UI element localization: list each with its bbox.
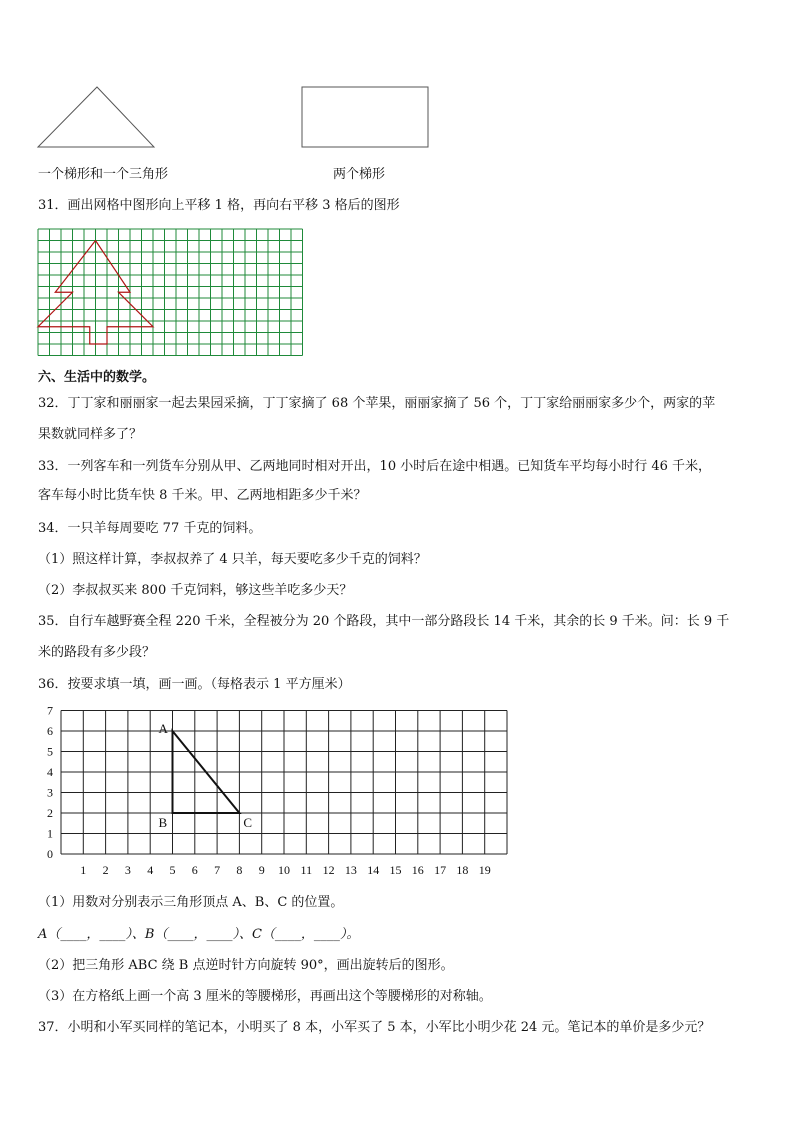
question-36-sub3: （3）在方格纸上画一个高 3 厘米的等腰梯形，再画出这个等腰梯形的对称轴。	[38, 989, 492, 1004]
y-tick-label: 4	[47, 765, 53, 779]
x-tick-label: 11	[300, 863, 313, 877]
answer-blanks[interactable]: A（____，____）、B（____，____）、C（____，____）。	[38, 927, 360, 942]
question-36-sub2: （2）把三角形 ABC 绕 B 点逆时针方向旋转 90°，画出旋转后的图形。	[38, 958, 454, 973]
question-33-line1: 33．一列客车和一列货车分别从甲、乙两地同时相对开出，10 小时后在途中相遇。已知货车平均每小时行 46 千米，	[38, 459, 712, 474]
question-34-sub2: （2）李叔叔买来 800 千克饲料，够这些羊吃多少天？	[38, 583, 353, 598]
x-tick-label: 3	[124, 863, 131, 877]
question-37: 37．小明和小军买同样的笔记本，小明买了 8 本，小军买了 5 本，小军比小明少花 24 元。笔记本的单价是多少元？	[38, 1020, 711, 1035]
question-32	[38, 396, 758, 412]
x-tick-label: 6	[191, 863, 198, 877]
question-34-sub1: （1）照这样计算，李叔叔养了 4 只羊，每天要吃多少千克的饲料？	[38, 552, 427, 567]
question-35-line1: 35．自行车越野赛全程 220 千米，全程被分为 20 个路段，其中一部分路段长 14 千米，其余的长 9 千米。问：长 9 千	[38, 614, 730, 629]
question-35-line2: 米的路段有多少段？	[38, 645, 156, 660]
y-tick-label: 6	[47, 724, 53, 738]
x-tick-label: 10	[278, 863, 290, 877]
vertex-label-b: B	[158, 815, 168, 830]
x-tick-label: 18	[456, 863, 469, 877]
x-tick-label: 19	[478, 863, 491, 877]
top-shapes	[0, 0, 794, 160]
x-tick-label: 14	[367, 863, 380, 877]
x-tick-label: 16	[411, 863, 424, 877]
question-34-stem: 34．一只羊每周要吃 77 千克的饲料。	[38, 521, 262, 536]
x-tick-label: 8	[236, 863, 243, 877]
y-tick-label: 5	[47, 744, 53, 759]
y-tick-label: 0	[47, 847, 53, 861]
x-tick-label: 2	[102, 863, 109, 877]
x-tick-label: 5	[169, 863, 176, 877]
rectangle-shape	[302, 87, 428, 147]
caption-trapezoid-triangle: 一个梯形和一个三角形	[38, 167, 169, 182]
x-tick-label: 17	[434, 863, 447, 877]
y-tick-label: 3	[47, 785, 53, 800]
x-tick-label: 15	[389, 863, 402, 877]
x-tick-label: 7	[214, 863, 221, 877]
vertex-label-a: A	[158, 721, 168, 736]
question-36-sub1: （1）用数对分别表示三角形顶点 A、B、C 的位置。	[38, 895, 344, 910]
question-36-stem: 36．按要求填一填，画一画。（每格表示 1 平方厘米）	[38, 677, 351, 692]
y-tick-label: 1	[47, 826, 53, 841]
question-32-line1: 32．丁丁家和丽丽家一起去果园采摘，丁丁家摘了 68 个苹果，丽丽家摘了 56 个，丁丁家给丽丽家多少个，两家的苹	[38, 396, 716, 411]
x-tick-label: 1	[80, 863, 87, 877]
caption-two-trapezoids: 两个梯形	[333, 167, 386, 182]
tree-grid	[0, 222, 320, 362]
triangle-shape	[38, 87, 154, 147]
section-title: 六、生活中的数学。	[38, 370, 156, 385]
question-32-line2: 果数就同样多了？	[38, 427, 143, 442]
x-tick-label: 13	[344, 863, 357, 877]
coordinate-grid	[30, 700, 530, 885]
vertex-label-c: C	[243, 815, 253, 830]
x-tick-label: 4	[147, 863, 154, 877]
question-33-line2: 客车每小时比货车快 8 千米。甲、乙两地相距多少千米？	[38, 488, 367, 503]
question-31: 31．画出网格中图形向上平移 1 格，再向右平移 3 格后的图形	[38, 198, 400, 213]
x-tick-label: 9	[258, 863, 265, 877]
x-tick-label: 12	[322, 863, 335, 877]
y-tick-label: 2	[47, 806, 53, 820]
y-tick-label: 7	[47, 703, 53, 718]
